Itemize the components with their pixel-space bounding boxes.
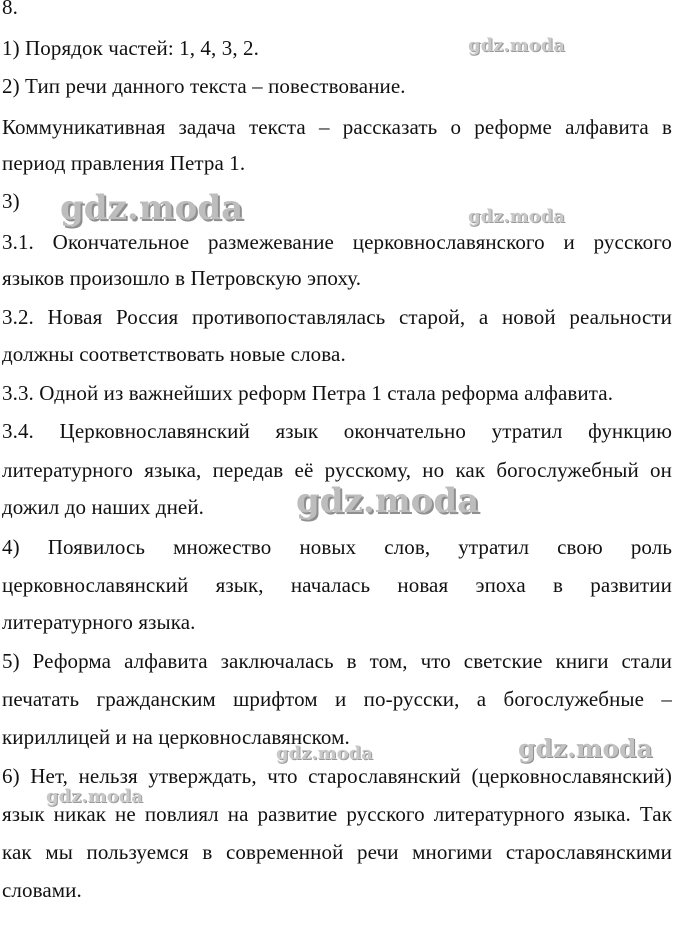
answer-6-line-1: 6) Нет, нельзя утверждать, что старославянский (церковнославянский) (2, 764, 672, 788)
watermark-logo: gdz.moda (518, 734, 653, 763)
answer-3-2-line-2: должны соответствовать новые слова. (2, 342, 346, 366)
watermark-logo: gdz.moda (468, 35, 565, 56)
answer-5-line-1: 5) Реформа алфавита заключалась в том, что светские книги стали (2, 649, 672, 673)
answer-3-2-line-1: 3.2. Новая Россия противопоставлялась старой, а новой реальности (2, 305, 672, 329)
answer-5-line-3: кириллицей и на церковнославянском. (2, 725, 350, 749)
answer-3-heading: 3) (2, 189, 20, 213)
answer-1: 1) Порядок частей: 1, 4, 3, 2. (2, 36, 259, 60)
answer-4-line-1: 4) Появилось множество новых слов, утратил свою роль (2, 535, 672, 559)
watermark-logo: gdz.moda (46, 786, 143, 807)
watermark-logo: gdz.moda (296, 481, 480, 521)
watermark-logo: gdz.moda (60, 188, 244, 228)
answer-6-line-2: язык никак не повлиял на развитие русского литературного языка. Так (2, 802, 672, 826)
task-number: 8. (2, 0, 18, 19)
answer-3-3: 3.3. Одной из важнейших реформ Петра 1 стала реформа алфавита. (2, 381, 614, 405)
answer-6-line-3: как мы пользуемся в современной речи многими старославянскими (2, 840, 672, 864)
answer-4-line-2: церковнославянский язык, началась новая эпоха в развитии (2, 573, 672, 597)
answer-3-1-line-2: языков произошло в Петровскую эпоху. (2, 266, 362, 290)
answer-2: 2) Тип речи данного текста – повествование. (2, 74, 406, 98)
answer-5-line-2: печатать гражданским шрифтом и по-русски, а богослужебные – (2, 687, 672, 711)
answer-3-4-line-1: 3.4. Церковнославянский язык окончательно утратил функцию (2, 419, 672, 443)
answer-6-line-4: словами. (2, 878, 82, 902)
answer-2-task-line-2: период правления Петра 1. (2, 151, 246, 175)
answer-3-4-line-3: дожил до наших дней. (2, 495, 205, 519)
answer-2-task-line-1: Коммуникативная задача текста – рассказать о реформе алфавита в (2, 115, 672, 139)
answer-4-line-3: литературного языка. (2, 610, 196, 634)
watermark-logo: gdz.moda (468, 206, 565, 227)
answer-3-4-line-2: литературного языка, передав её русскому, но как богослужебный он (2, 458, 672, 482)
answer-3-1-line-1: 3.1. Окончательное размежевание церковнославянского и русского (2, 230, 672, 254)
watermark-logo: gdz.moda (276, 743, 373, 764)
